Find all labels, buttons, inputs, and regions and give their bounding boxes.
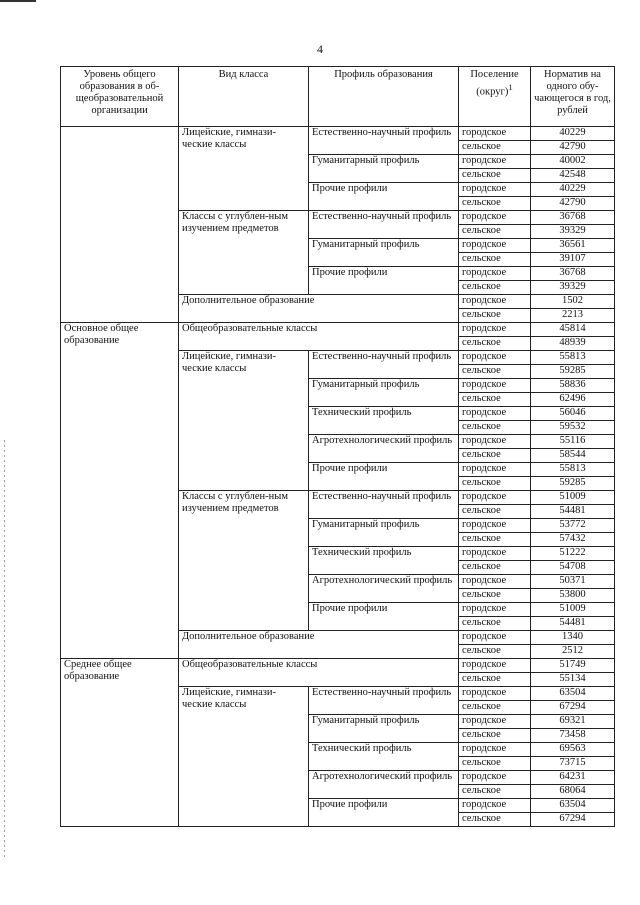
settlement-cell: городское	[459, 267, 531, 281]
header-profile: Профиль образования	[309, 67, 459, 127]
norm-value: 69321	[531, 715, 615, 729]
table-row	[61, 323, 615, 337]
settlement-cell: сельское	[459, 365, 531, 379]
norm-value: 51009	[531, 491, 615, 505]
norm-value: 40229	[531, 127, 615, 141]
settlement-cell: сельское	[459, 141, 531, 155]
norm-value: 54481	[531, 505, 615, 519]
settlement-cell: городское	[459, 575, 531, 589]
settlement-cell: городское	[459, 687, 531, 701]
table-row	[61, 659, 615, 673]
settlement-cell: городское	[459, 659, 531, 673]
settlement-cell: городское	[459, 323, 531, 337]
norm-value: 69563	[531, 743, 615, 757]
top-edge-mark	[0, 0, 36, 2]
settlement-cell: городское	[459, 211, 531, 225]
settlement-cell: сельское	[459, 813, 531, 827]
settlement-cell: городское	[459, 379, 531, 393]
norm-value: 48939	[531, 337, 615, 351]
settlement-cell: городское	[459, 603, 531, 617]
profile-cell: Естественно-научный профиль	[309, 687, 459, 715]
norm-value: 67294	[531, 813, 615, 827]
settlement-cell: сельское	[459, 421, 531, 435]
class-type-cell: Лицейские, гимнази-ческие классы	[179, 127, 309, 211]
level-cell: Основное общее образование	[61, 323, 179, 659]
header-settlement: Поселение (округ)$^1$	[459, 67, 531, 127]
norm-value: 73715	[531, 757, 615, 771]
header-level: Уровень общего образования в об-щеобразовательной организации	[61, 67, 179, 127]
settlement-cell: городское	[459, 547, 531, 561]
norm-value: 36768	[531, 211, 615, 225]
profile-cell: Прочие профили	[309, 799, 459, 827]
profile-cell: Гуманитарный профиль	[309, 155, 459, 183]
settlement-cell: сельское	[459, 253, 531, 267]
norm-value: 55116	[531, 435, 615, 449]
table-row	[61, 127, 615, 141]
norm-value: 63504	[531, 687, 615, 701]
settlement-cell: городское	[459, 127, 531, 141]
norm-value: 39107	[531, 253, 615, 267]
profile-cell: Технический профиль	[309, 743, 459, 771]
norm-value: 42790	[531, 141, 615, 155]
norm-value: 67294	[531, 701, 615, 715]
norm-value: 54708	[531, 561, 615, 575]
settlement-cell: сельское	[459, 561, 531, 575]
norm-value: 73458	[531, 729, 615, 743]
class-type-cell-wide: Дополнительное образование	[179, 631, 459, 659]
profile-cell: Естественно-научный профиль	[309, 491, 459, 519]
profile-cell: Гуманитарный профиль	[309, 239, 459, 267]
settlement-cell: сельское	[459, 617, 531, 631]
profile-cell: Технический профиль	[309, 547, 459, 575]
norm-value: 42790	[531, 197, 615, 211]
profile-cell: Естественно-научный профиль	[309, 351, 459, 379]
settlement-cell: сельское	[459, 281, 531, 295]
class-type-cell: Лицейские, гимнази-ческие классы	[179, 687, 309, 827]
norm-value: 64231	[531, 771, 615, 785]
settlement-cell: городское	[459, 239, 531, 253]
profile-cell: Прочие профили	[309, 463, 459, 491]
profile-cell: Агротехнологический профиль	[309, 575, 459, 603]
profile-cell: Технический профиль	[309, 407, 459, 435]
norm-value: 55813	[531, 351, 615, 365]
settlement-cell: городское	[459, 295, 531, 309]
norm-value: 42548	[531, 169, 615, 183]
settlement-cell: городское	[459, 631, 531, 645]
settlement-cell: сельское	[459, 673, 531, 687]
norm-value: 40229	[531, 183, 615, 197]
norm-value: 54481	[531, 617, 615, 631]
settlement-cell: городское	[459, 463, 531, 477]
settlement-cell: сельское	[459, 533, 531, 547]
profile-cell: Агротехнологический профиль	[309, 771, 459, 799]
page-number: 4	[317, 42, 323, 56]
profile-cell: Агротехнологический профиль	[309, 435, 459, 463]
profile-cell: Прочие профили	[309, 183, 459, 211]
norm-value: 50371	[531, 575, 615, 589]
norm-value: 51222	[531, 547, 615, 561]
norm-value: 68064	[531, 785, 615, 799]
class-type-cell-wide: Общеобразовательные классы	[179, 323, 459, 351]
settlement-cell: сельское	[459, 309, 531, 323]
profile-cell: Гуманитарный профиль	[309, 715, 459, 743]
settlement-cell: городское	[459, 183, 531, 197]
profile-cell: Гуманитарный профиль	[309, 379, 459, 407]
level-cell: Среднее общее образование	[61, 659, 179, 827]
norm-value: 56046	[531, 407, 615, 421]
settlement-cell: сельское	[459, 785, 531, 799]
settlement-cell: сельское	[459, 701, 531, 715]
settlement-cell: городское	[459, 435, 531, 449]
class-type-cell: Классы с углублен-ным изучением предметов	[179, 211, 309, 295]
settlement-cell: городское	[459, 799, 531, 813]
header-norm: Норматив на одного обу-чающегося в год, рублей	[531, 67, 615, 127]
settlement-cell: городское	[459, 155, 531, 169]
settlement-cell: сельское	[459, 337, 531, 351]
profile-cell: Прочие профили	[309, 603, 459, 631]
header-row	[61, 67, 615, 127]
class-type-cell-wide: Дополнительное образование	[179, 295, 459, 323]
settlement-cell: сельское	[459, 197, 531, 211]
norm-value: 62496	[531, 393, 615, 407]
settlement-cell: сельское	[459, 169, 531, 183]
norm-value: 45814	[531, 323, 615, 337]
class-type-cell-wide: Общеобразовательные классы	[179, 659, 459, 687]
norm-value: 2213	[531, 309, 615, 323]
settlement-cell: городское	[459, 407, 531, 421]
settlement-cell: городское	[459, 351, 531, 365]
norm-value: 51009	[531, 603, 615, 617]
settlement-cell: городское	[459, 771, 531, 785]
settlement-cell: сельское	[459, 645, 531, 659]
norm-value: 57432	[531, 533, 615, 547]
norm-value: 53772	[531, 519, 615, 533]
norms-table	[60, 66, 615, 827]
norm-value: 40002	[531, 155, 615, 169]
profile-cell: Естественно-научный профиль	[309, 211, 459, 239]
norm-value: 36768	[531, 267, 615, 281]
margin-dotted-line	[4, 440, 5, 860]
norm-value: 59285	[531, 365, 615, 379]
profile-cell: Гуманитарный профиль	[309, 519, 459, 547]
norm-value: 58544	[531, 449, 615, 463]
settlement-cell: сельское	[459, 729, 531, 743]
settlement-cell: городское	[459, 519, 531, 533]
settlement-cell: сельское	[459, 589, 531, 603]
profile-cell: Прочие профили	[309, 267, 459, 295]
header-class-type: Вид класса	[179, 67, 309, 127]
settlement-cell: сельское	[459, 393, 531, 407]
settlement-cell: сельское	[459, 505, 531, 519]
norm-value: 59285	[531, 477, 615, 491]
norm-value: 55134	[531, 673, 615, 687]
norm-value: 53800	[531, 589, 615, 603]
norm-value: 59532	[531, 421, 615, 435]
class-type-cell: Лицейские, гимнази-ческие классы	[179, 351, 309, 491]
norm-value: 58836	[531, 379, 615, 393]
settlement-cell: сельское	[459, 757, 531, 771]
norm-value: 63504	[531, 799, 615, 813]
level-cell-continued	[61, 127, 179, 323]
norm-value: 1502	[531, 295, 615, 309]
norm-value: 39329	[531, 281, 615, 295]
settlement-cell: сельское	[459, 477, 531, 491]
class-type-cell: Классы с углублен-ным изучением предметов	[179, 491, 309, 631]
settlement-cell: городское	[459, 715, 531, 729]
norm-value: 51749	[531, 659, 615, 673]
settlement-cell: сельское	[459, 449, 531, 463]
norm-value: 2512	[531, 645, 615, 659]
norm-value: 1340	[531, 631, 615, 645]
settlement-cell: городское	[459, 491, 531, 505]
norm-value: 36561	[531, 239, 615, 253]
settlement-cell: городское	[459, 743, 531, 757]
settlement-cell: сельское	[459, 225, 531, 239]
norm-value: 39329	[531, 225, 615, 239]
profile-cell: Естественно-научный профиль	[309, 127, 459, 155]
norm-value: 55813	[531, 463, 615, 477]
